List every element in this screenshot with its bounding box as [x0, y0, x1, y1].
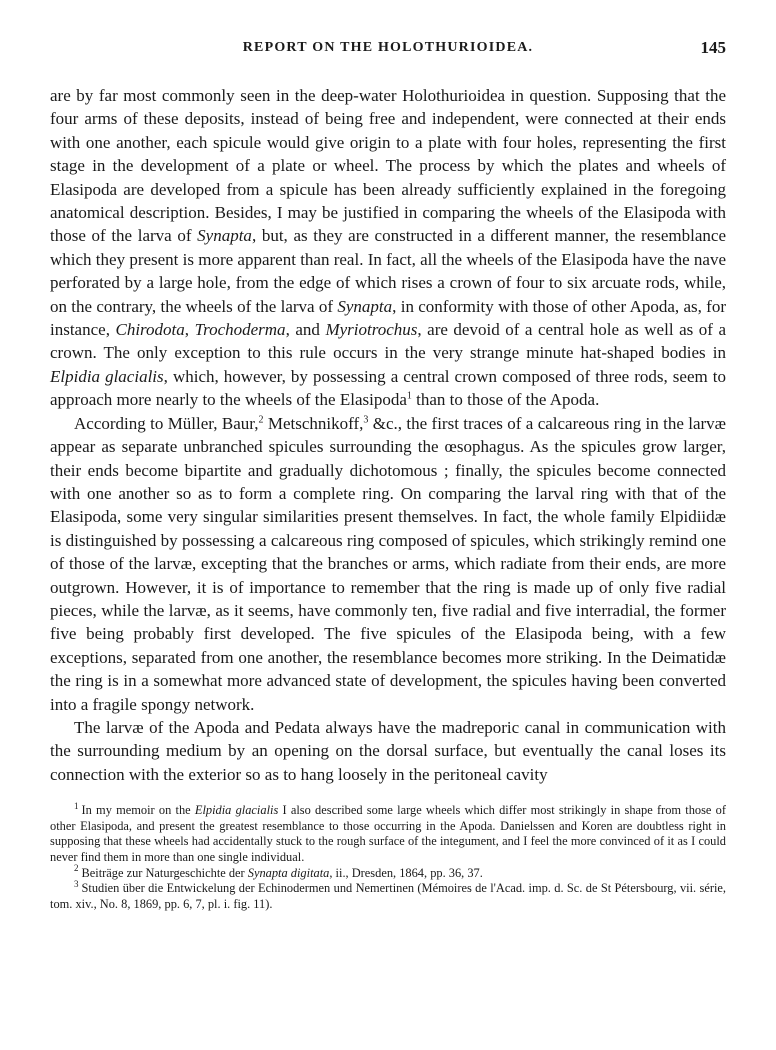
- footnote-ref-1: 1: [406, 390, 412, 402]
- page-header: [50, 40, 726, 66]
- page-number: 145: [700, 38, 726, 57]
- footnote-ref-2: 2: [258, 414, 264, 426]
- paragraph-3: The larvæ of the Apoda and Pedata always have the madreporic canal in communication with the surrounding medium by an opening on the dorsal surface, but eventually the canal loses its connection with the exterior so as to hang loosely in the peritoneal cavity: [50, 717, 726, 784]
- paragraph-1: are by far most commonly seen in the deep-water Holothurioidea in question. Supposing that the four arms of these deposits, instead of being free and independent, were connected at their ends with one another, each spicule would give origin to a plate with four holes, representing the first stage in the development of a plate or wheel. The process by which the plates and wheels of Elasipoda are developed from a spicule has been already sufficiently explained in the foregoing anatomical description. Besides, I may be justified in comparing the wheels of the Elasipoda with those of the larva of Synapta, but, as they are constructed in a different manner, the resemblance which they present is more apparent than real. In fact, all the wheels of the Elasipoda have the nave perforated by a large hole, from the edge of which rises a crown of four to six arcuate rods, while, on the contrary, the wheels of the larva of Synapta, in conformity with those of other Apoda, as, for instance, Chirodota, Trochoderma, and Myriotrochus, are devoid of a central hole as well as of a crown. The only exception to this rule occurs in the very strange minute hat-shaped bodies in Elpidia glacialis, which, however, by possessing a central crown composed of three rods, seem to approach more nearly to the wheels of the Elasipoda$^1$ than to those of the Apoda.: [50, 86, 727, 410]
- document-page: [50, 40, 726, 912]
- footnote-1: $^1$ In my memoir on the Elpidia glacialis I also described some large wheels which differ most strikingly in shape from those of other Elasipoda, and present the greatest resemblance to those occurring in the Apoda. Danielssen and Koren are doubtless right in supposing that these wheels had accidentally stuck to the rough surface of the integument, and I feel the more convinced of it as I could never find them in more than one single individual.: [50, 801, 726, 864]
- running-title: REPORT ON THE HOLOTHURIOIDEA.: [242, 40, 534, 55]
- footnote-2: $^2$ Beiträge zur Naturgeschichte der Synapta digitata, ii., Dresden, 1864, pp. 36, 37.: [74, 863, 483, 880]
- footnotes: [50, 803, 726, 912]
- body-text: [50, 84, 726, 786]
- footnote-3: $^3$ Studien über die Entwickelung der Echinodermen und Nemertinen (Mémoires de l'Acad. imp. d. Sc. de St Pétersbourg, vii. série, tom. xiv., No. 8, 1869, pp. 6, 7, pl. i. fig. 11).: [50, 879, 726, 911]
- paragraph-2: According to Müller, Baur,$^2$ Metschnikoff,$^3$ &c., the first traces of a calcareous ring in the larvæ appear as separate unbranched spicules surrounding the œsophagus. As the spicules grow larger, their ends become bipartite and gradually dichotomous ; finally, the spicules become connected with one another so as to form a complete ring. On comparing the larval ring with that of the Elasipoda, some very singular similarities present themselves. In fact, the whole family Elpidiidæ is distinguished by possessing a calcareous ring composed of spicules, which strikingly remind one of those of the larvæ, excepting that the branches or arms, which radiate from their ends, are more outgrown. However, it is of importance to remember that the ring is made up of only five radial pieces, while the larvæ, as it seems, have commonly ten, five radial and five interradial, the former five being probably first developed. The five spicules of the Elasipoda being, with a few exceptions, separated from one another, the resemblance becomes more striking. In the Deimatidæ the ring is in a somewhat more advanced state of development, the spicules having been converted into a fragile spongy network.: [50, 413, 726, 714]
- footnote-ref-3: 3: [363, 414, 369, 426]
